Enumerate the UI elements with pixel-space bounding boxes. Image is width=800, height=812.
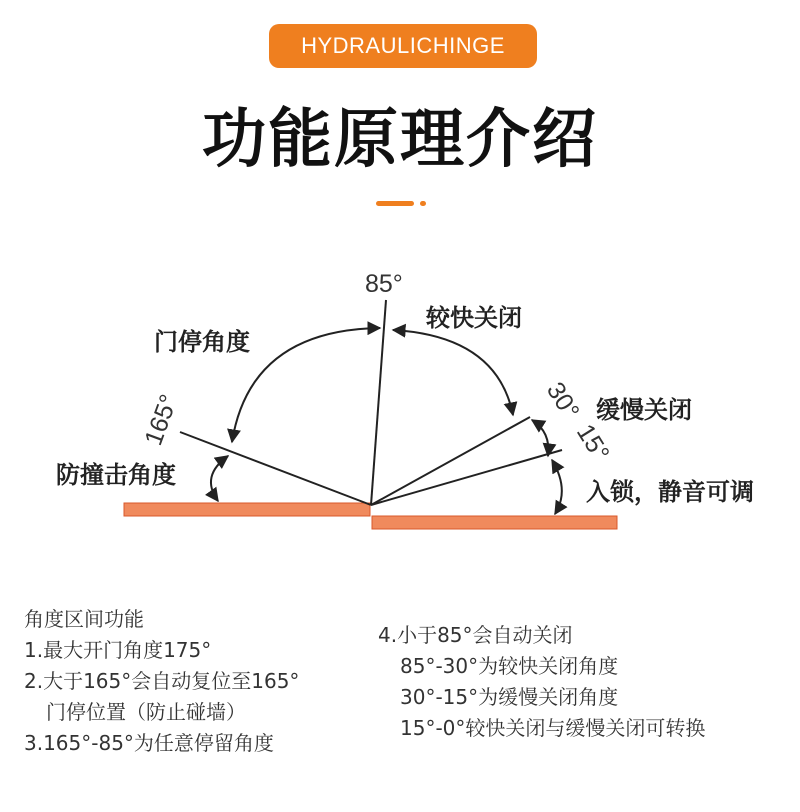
arc-slow-close xyxy=(532,420,548,456)
ray-30 xyxy=(371,417,530,505)
angle-label-15: 15° xyxy=(570,419,615,467)
note-subitem-3: 15°-0°较快关闭与缓慢关闭可转换 xyxy=(400,716,706,740)
notes-left xyxy=(24,604,299,759)
title-accent-decoration xyxy=(376,201,416,206)
ray-85 xyxy=(371,300,386,505)
label-door-stop: 门停角度 xyxy=(154,328,250,356)
angle-label-30: 30° xyxy=(540,377,585,425)
door-panel-right xyxy=(372,516,617,529)
door-panel-left xyxy=(124,503,370,516)
note-item-2-detail: 门停位置（防止碰墙） xyxy=(46,700,246,724)
arc-lock-in xyxy=(552,460,562,514)
arc-door-stop xyxy=(232,328,380,442)
notes-heading: 角度区间功能 xyxy=(24,607,144,631)
label-slow-close: 缓慢关闭 xyxy=(596,396,692,424)
label-anti-collision: 防撞击角度 xyxy=(56,461,176,489)
note-subitem-2: 30°-15°为缓慢关闭角度 xyxy=(400,685,619,709)
ray-165 xyxy=(180,432,371,505)
angle-label-85: 85° xyxy=(365,270,403,298)
arc-fast-close xyxy=(393,330,513,415)
hinge-angle-diagram xyxy=(0,230,800,560)
label-fast-close: 较快关闭 xyxy=(426,304,522,332)
angle-label-165: 165° xyxy=(139,390,184,450)
page-title: 功能原理介绍 xyxy=(202,103,598,177)
note-subitem-1: 85°-30°为较快关闭角度 xyxy=(400,654,619,678)
note-item-4: 4.小于85°会自动关闭 xyxy=(378,623,573,647)
note-item-3: 3.165°-85°为任意停留角度 xyxy=(24,731,274,755)
note-item-2: 2.大于165°会自动复位至165° xyxy=(24,669,300,693)
label-lock-in: 入锁，静音可调 xyxy=(586,478,754,506)
arc-anti-collision xyxy=(211,456,228,501)
ray-15 xyxy=(371,450,562,505)
note-item-1: 1.最大开门角度175° xyxy=(24,638,212,662)
brand-badge: HYDRAULICHINGE xyxy=(269,24,537,68)
notes-right xyxy=(378,620,705,744)
